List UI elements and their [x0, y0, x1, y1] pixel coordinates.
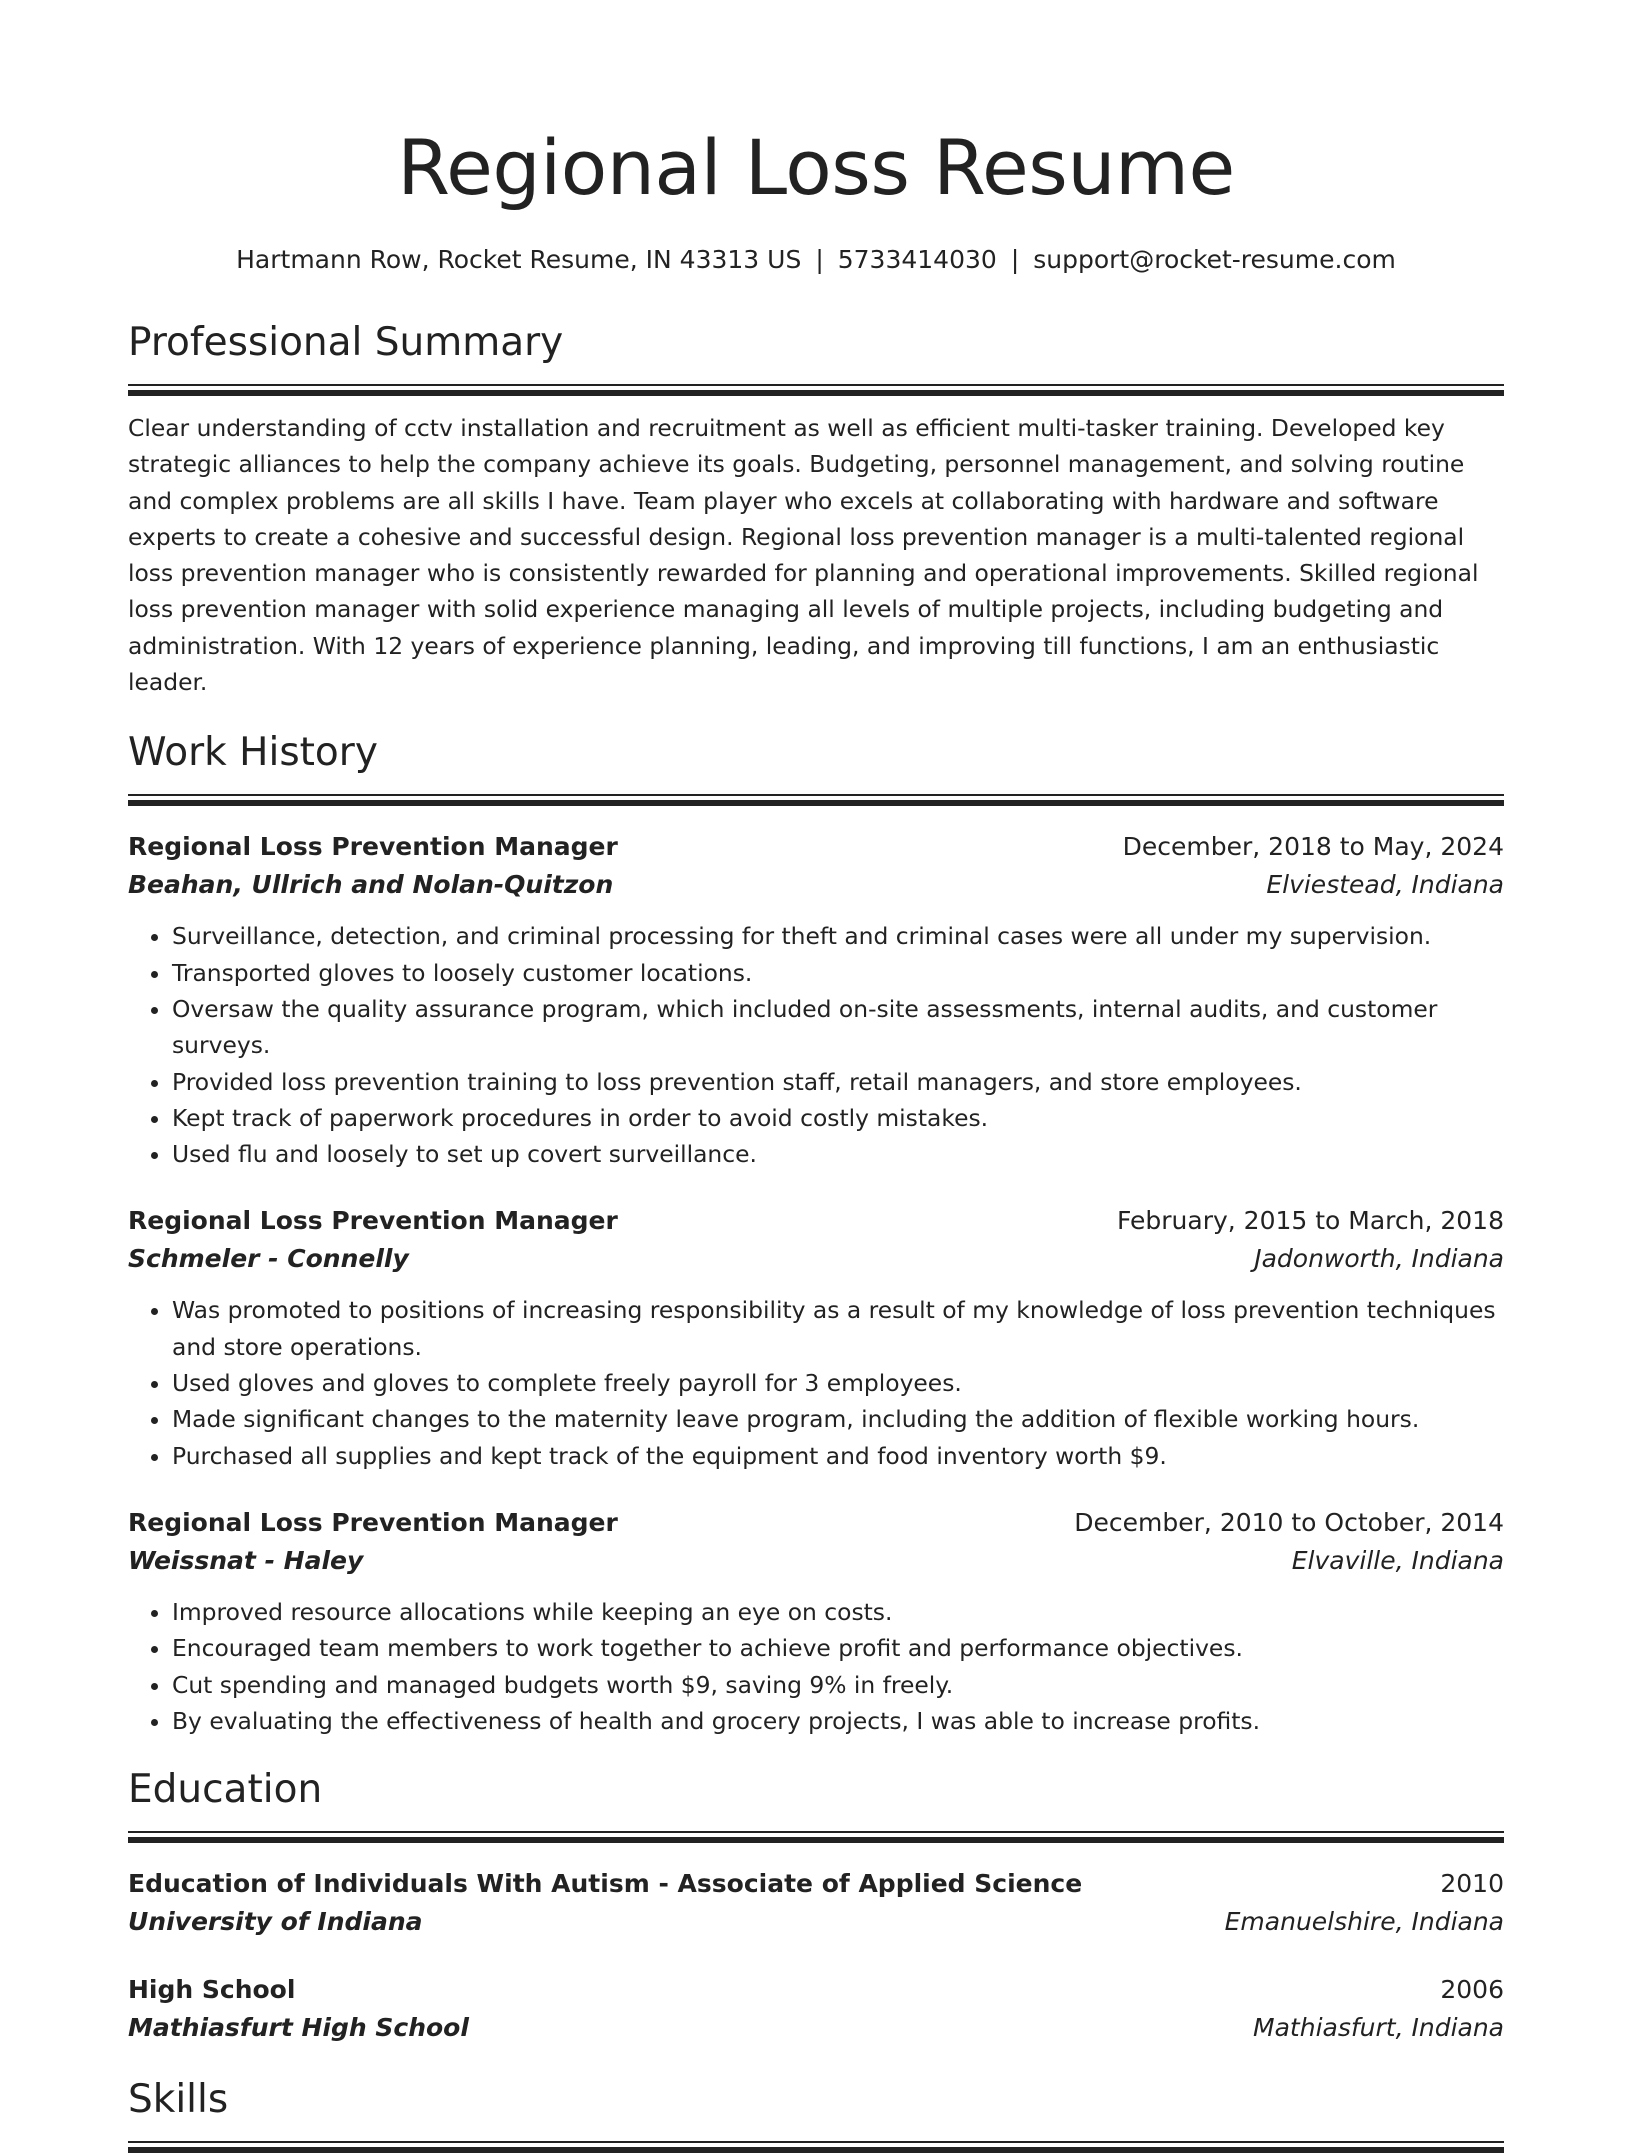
job-company: Schmeler - Connelly — [128, 1244, 409, 1274]
job-title: Regional Loss Prevention Manager — [128, 1206, 618, 1236]
education-school: Mathiasfurt High School — [128, 2013, 469, 2043]
job-entry — [128, 828, 1504, 1172]
contact-address: Hartmann Row, Rocket Resume, IN 43313 US — [236, 245, 802, 274]
section-divider — [128, 2141, 1504, 2153]
job-duty: • Made significant changes to the maternity leave program, including the addition of flexible working hours. — [172, 1401, 1504, 1437]
work-history-section — [128, 728, 1504, 1739]
job-duties — [128, 1594, 1504, 1739]
job-duty: • Transported gloves to loosely customer locations. — [172, 955, 1504, 991]
job-duties — [128, 1292, 1504, 1473]
job-location: Jadonworth, Indiana — [1254, 1244, 1504, 1274]
education-section — [128, 1765, 1504, 2047]
job-duty: • Oversaw the quality assurance program, which included on-site assessments, internal audits, and customer surveys. — [172, 991, 1504, 1064]
contact-separator: | — [1010, 245, 1020, 274]
education-year: 2006 — [1440, 1975, 1504, 2005]
contact-phone: 5733414030 — [837, 245, 997, 274]
skills-heading: Skills — [128, 2077, 229, 2123]
job-duty: • Surveillance, detection, and criminal processing for theft and criminal cases were all under my supervision. — [172, 918, 1504, 954]
summary-heading: Professional Summary — [128, 320, 564, 365]
education-degree: High School — [128, 1975, 296, 2005]
job-duty: • Provided loss prevention training to loss prevention staff, retail managers, and store employees. — [172, 1064, 1504, 1100]
job-entry — [128, 1504, 1504, 1739]
job-company: Weissnat - Haley — [128, 1545, 364, 1575]
job-dates: December, 2010 to October, 2014 — [1074, 1507, 1504, 1537]
job-location: Elviestead, Indiana — [1266, 870, 1504, 900]
education-entry — [128, 1865, 1504, 1941]
summary-section — [128, 318, 1504, 700]
job-duty: • Was promoted to positions of increasing responsibility as a result of my knowledge of loss prevention techniques and store operations. — [172, 1292, 1504, 1365]
job-duty: • By evaluating the effectiveness of health and grocery projects, I was able to increase profits. — [172, 1703, 1504, 1739]
contact-line — [128, 244, 1504, 276]
job-dates: December, 2018 to May, 2024 — [1122, 832, 1504, 862]
education-location: Mathiasfurt, Indiana — [1253, 2013, 1504, 2043]
education-school: University of Indiana — [128, 1907, 423, 1937]
education-heading: Education — [128, 1767, 323, 1813]
work-history-heading: Work History — [128, 730, 378, 776]
education-location: Emanuelshire, Indiana — [1224, 1907, 1504, 1937]
summary-text: Clear understanding of cctv installation and recruitment as well as efficient multi-tasker training. Developed key strategic alliances to help the company achieve its goals. Budgeting, personnel management, and solving routine and complex problems are all skills I have. Team player who excels at collaborating with hardware and software experts to create a cohesive and successful design. Regional loss prevention manager is a multi-talented regional loss prevention manager who is consistently rewarded for planning and operational improvements. Skilled regional loss prevention manager with solid experience managing all levels of multiple projects, including budgeting and administration. With 12 years of experience planning, leading, and improving till functions, I am an enthusiastic leader. — [128, 414, 1479, 697]
job-duty: • Purchased all supplies and kept track of the equipment and food inventory worth $9. — [172, 1438, 1504, 1474]
job-entry — [128, 1202, 1504, 1473]
job-title: Regional Loss Prevention Manager — [128, 832, 618, 862]
resume-title: Regional Loss Resume — [397, 123, 1235, 212]
job-company: Beahan, Ullrich and Nolan-Quitzon — [128, 870, 614, 900]
job-duties — [128, 918, 1504, 1172]
section-divider — [128, 1831, 1504, 1843]
education-entry — [128, 1971, 1504, 2047]
section-divider — [128, 384, 1504, 396]
job-duty: • Improved resource allocations while keeping an eye on costs. — [172, 1594, 1504, 1630]
skills-section — [128, 2075, 1504, 2153]
education-year: 2010 — [1440, 1869, 1504, 1899]
job-location: Elvaville, Indiana — [1291, 1545, 1504, 1575]
section-divider — [128, 794, 1504, 806]
contact-email: support@rocket-resume.com — [1033, 245, 1396, 274]
job-title: Regional Loss Prevention Manager — [128, 1507, 618, 1537]
job-duty: • Kept track of paperwork procedures in order to avoid costly mistakes. — [172, 1100, 1504, 1136]
job-duty: • Cut spending and managed budgets worth $9, saving 9% in freely. — [172, 1667, 1504, 1703]
job-dates: February, 2015 to March, 2018 — [1116, 1206, 1504, 1236]
education-degree: Education of Individuals With Autism - Associate of Applied Science — [128, 1869, 1083, 1899]
contact-separator: | — [815, 245, 824, 274]
job-duty: • Used flu and loosely to set up covert surveillance. — [172, 1136, 1504, 1172]
job-duty: • Used gloves and gloves to complete freely payroll for 3 employees. — [172, 1365, 1504, 1401]
job-duty: • Encouraged team members to work together to achieve profit and performance objectives. — [172, 1630, 1504, 1666]
